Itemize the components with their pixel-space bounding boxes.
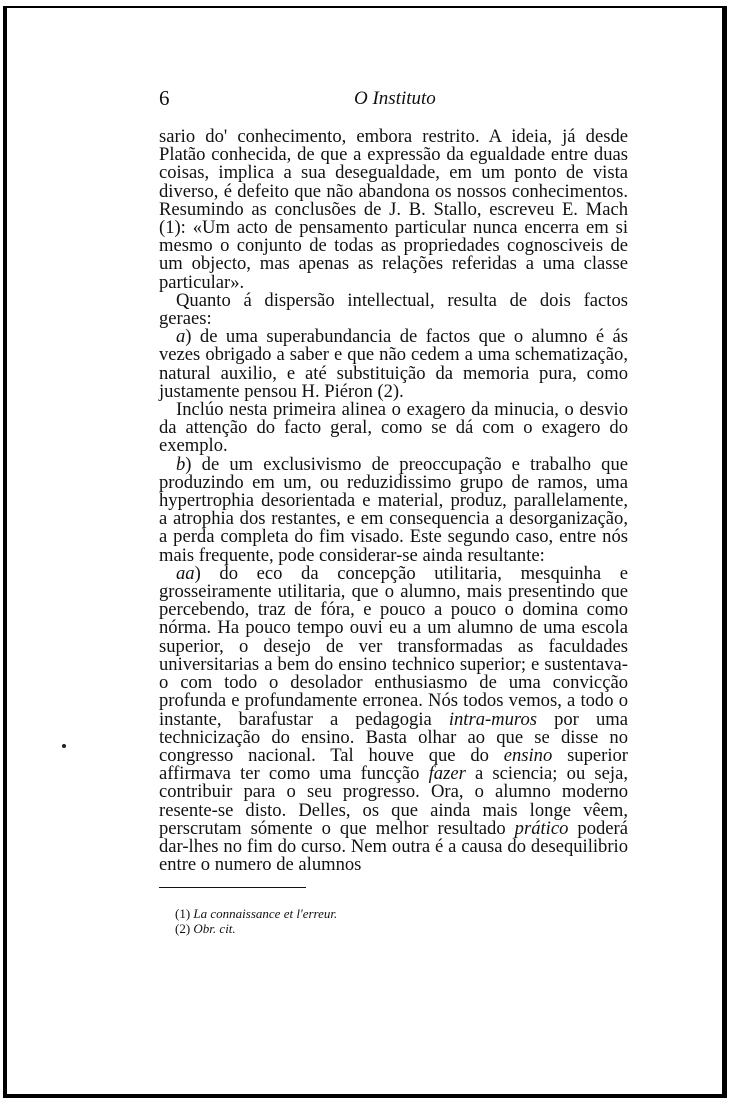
paragraph (159, 401, 628, 456)
page-number: 6 (159, 86, 170, 110)
paragraph (159, 128, 628, 292)
italic-text: prático (514, 817, 569, 839)
footnotes (175, 906, 337, 936)
paragraph-text: a sciencia; ou seja, contribuir para o seu progresso. Ora, o alumno moderno resente-se disto. Delles, os que ainda mais longe vêem, perscrutam sómente o que melhor resultado (159, 763, 628, 839)
paragraph-text: Quanto á dispersão intellectual, resulta de dois factos geraes: (159, 289, 628, 330)
paragraph-text: ) de uma superabundancia de factos que o alumno é ás vezes obrigado a saber e que não cedem a uma schematização, natural auxilio, e até substituição da memoria pura, como justamente pensou H. Piéron (2). (159, 326, 628, 402)
italic-text: aa (176, 562, 195, 584)
running-title: O Instituto (354, 88, 436, 109)
paragraph (159, 453, 628, 566)
footnote-rule (159, 887, 306, 888)
paragraph-text: ) do eco da concepção utilitaria, mesquinha e grosseiramente utilitaria, que o alumno, mais presentindo que percebendo, traz de fóra, e pouco a pouco o domina como nórma. Ha pouco tempo ouvi eu a um alumno de uma escola superior, o desejo de ver transformadas as faculdades universitarias a bem do ensino technico superior; e sustentava-o com todo o desolador enthusiasmo de uma convicção profunda e profundamente erronea. Nós todos vemos, a todo o instante, barafustar a pedagogia (159, 562, 628, 730)
paragraph-text: Inclúo nesta primeira alinea o exagero da minucia, o desvio da attenção do facto geral, como se dá com o exagero do exemplo. (159, 399, 628, 457)
body-text (159, 128, 628, 874)
italic-text: a (176, 326, 186, 348)
paragraph (159, 328, 628, 401)
paragraph-text: superior affirmava ter como uma funcção (159, 744, 628, 785)
footnote (175, 921, 337, 936)
paragraph-text: sario do' conhecimento, embora restrito. A ideia, já desde Platão conhecida, de que a expressão da egualdade entre duas coisas, implica a sua desegualdade, em um ponto de vista diverso, é defeito que não abandona os nossos conhecimentos. Resumindo as conclusões de J. B. Stallo, escreveu E. Mach (1): «Um acto de pensamento particular nunca encerra em si mesmo o conjunto de todas as propriedades cognosciveis de um objecto, mas apenas as relações referidas a uma classe particular». (159, 126, 628, 293)
paragraph-text: poderá dar-lhes no fim do curso. Nem outra é a causa do desequilibrio entre o numero de alumnos (159, 817, 628, 876)
paragraph-text: por uma technicização do ensino. Basta olhar ao que se disse no congresso nacional. Tal houve que do (159, 708, 628, 766)
italic-text: intra-muros (448, 708, 537, 730)
print-speck (62, 744, 66, 748)
paragraph-text: ) de um exclusivismo de preoccupação e trabalho que produzindo em um, ou reduzidissimo grupo de ramos, uma hypertrophia desorientada e material, produz, parallelamente, a atrophia dos restantes, e em consequencia a desorganização, a perda completa do fim visado. Este segundo caso, entre nós mais frequente, pode considerar-se ainda resultante: (159, 453, 628, 566)
footnote-text: La connaissance et l'erreur. (193, 906, 338, 921)
footnote-marker: (1) (175, 906, 191, 921)
footnote-marker: (2) (175, 921, 191, 936)
italic-text: b (176, 453, 186, 475)
paragraph (159, 562, 628, 876)
footnote (175, 906, 337, 921)
paragraph (159, 289, 628, 330)
italic-text: ensino (503, 744, 553, 766)
italic-text: fazer (428, 763, 466, 785)
footnote-text: Obr. cit. (193, 921, 236, 936)
